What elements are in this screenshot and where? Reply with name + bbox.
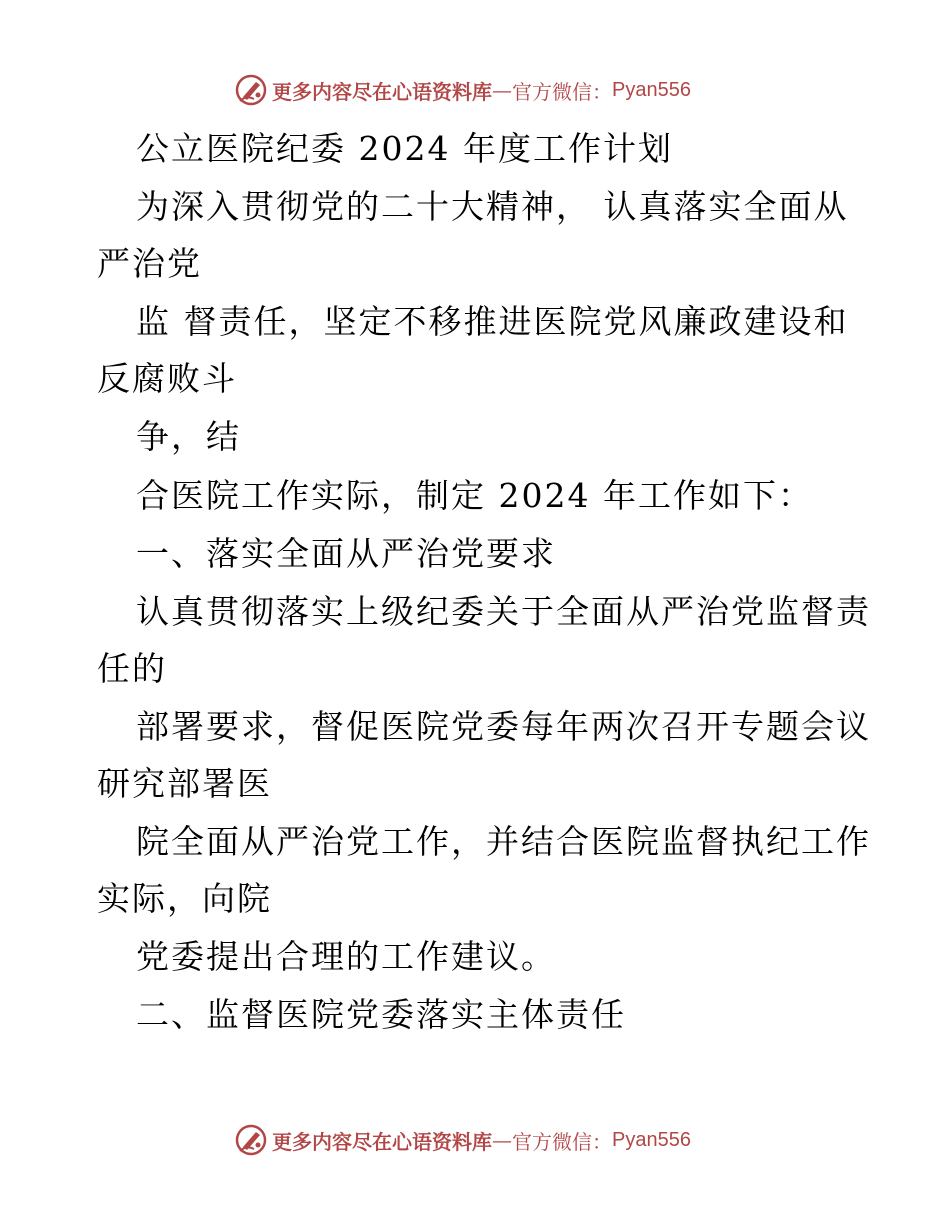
paragraph-line: 实际，向院: [97, 879, 272, 918]
paragraph-line: 严治党: [97, 244, 202, 283]
paragraph-line: 部署要求，督促医院党委每年两次召开专题会议: [136, 707, 871, 746]
paragraph-line: 认真贯彻落实上级纪委关于全面从严治党监督责: [136, 592, 871, 631]
paragraph-line: 任的: [97, 649, 167, 688]
paragraph-line: 党委提出合理的工作建议。: [136, 937, 556, 976]
watermark-sub-text: 官方微信：: [512, 1129, 612, 1154]
watermark-id: Pyan556: [612, 1128, 691, 1151]
watermark-footer: [234, 1122, 691, 1158]
paragraph-line: 监 督责任，坚定不移推进医院党风廉政建设和: [136, 302, 849, 341]
watermark-separator: —: [492, 78, 512, 102]
paragraph-line: 合医院工作实际，制定 2024 年工作如下：: [136, 476, 813, 515]
section-heading: 一、落实全面从严治党要求: [136, 534, 556, 573]
document-title: 公立医院纪委 2024 年度工作计划: [136, 129, 673, 168]
watermark-id: Pyan556: [612, 78, 691, 101]
paragraph-line: 院全面从严治党工作，并结合医院监督执纪工作: [136, 822, 871, 861]
watermark-separator: —: [492, 1128, 512, 1152]
watermark-main-text: 更多内容尽在心语资料库: [272, 1129, 492, 1154]
paragraph-line: 为深入贯彻党的二十大精神， 认真落实全面从: [136, 187, 849, 226]
watermark-sub-text: 官方微信：: [512, 79, 612, 104]
paragraph-line: 反腐败斗: [97, 359, 237, 398]
paragraph-line: 争，结: [136, 417, 241, 456]
section-heading: 二、监督医院党委落实主体责任: [136, 995, 626, 1034]
paragraph-line: 研究部署医: [97, 764, 272, 803]
watermark-main-text: 更多内容尽在心语资料库: [272, 79, 492, 104]
seal-logo-icon: [234, 1123, 268, 1157]
